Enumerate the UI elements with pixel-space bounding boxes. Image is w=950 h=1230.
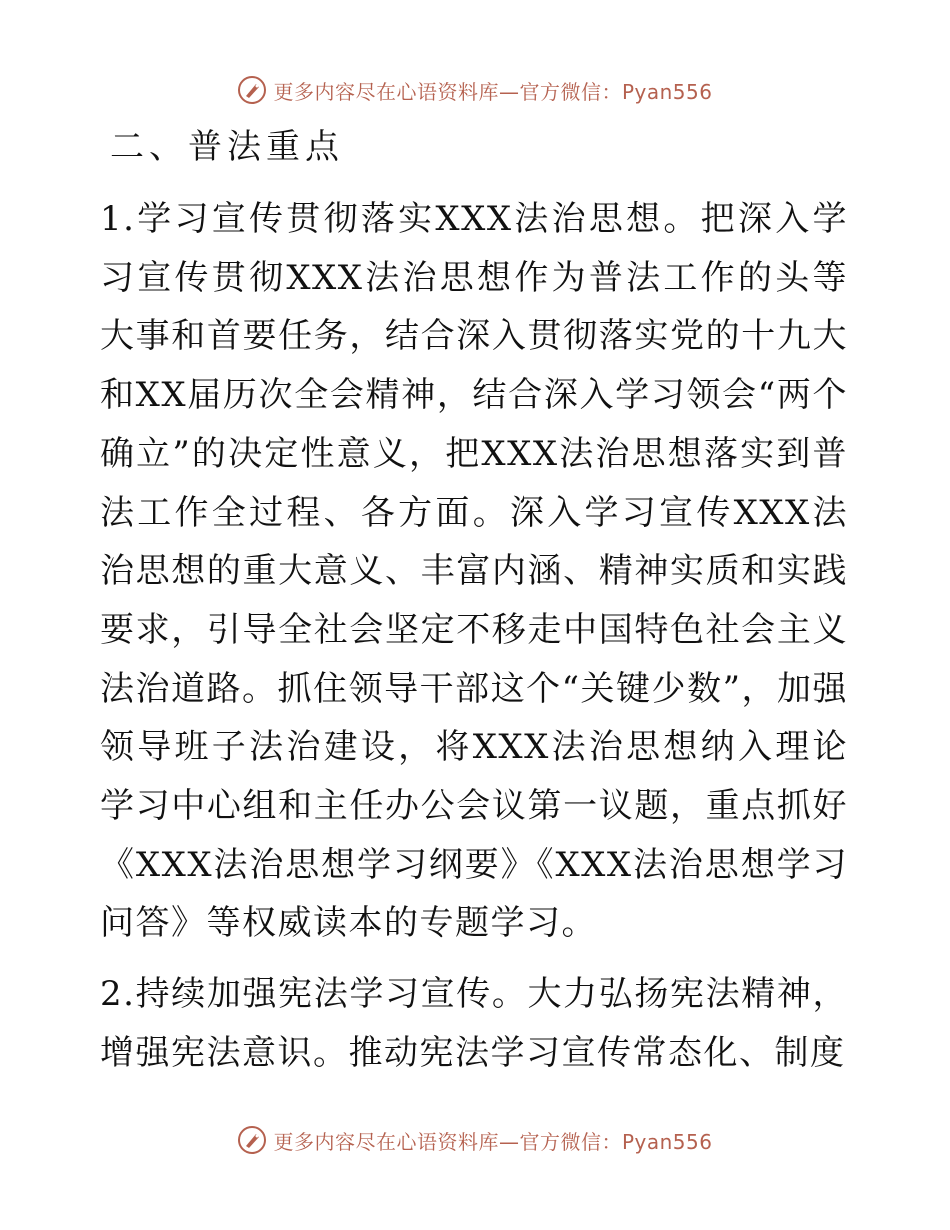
watermark-text: 更多内容尽在心语资料库—官方微信：Pyan556 [273,79,713,104]
pen-nib-logo-icon [237,1125,267,1155]
watermark-text: 更多内容尽在心语资料库—官方微信：Pyan556 [273,1129,713,1154]
section-title: 二、普法重点 [110,127,344,167]
paragraph-2: 2.持续加强宪法学习宣传。大力弘扬宪法精神，增强宪法意识。推动宪法学习宣传常态化、制度 [100,974,848,1073]
watermark-banner-bottom [0,1120,950,1160]
pen-nib-logo-icon [237,75,267,105]
watermark-banner-top [0,70,950,110]
paragraph-1: 1.学习宣传贯彻落实XXX法治思想。把深入学习宣传贯彻XXX法治思想作为普法工作的头等大事和首要任务，结合深入贯彻落实党的十九大和XX届历次全会精神，结合深入学习领会“两个确立”的决定性意义，把XXX法治思想落实到普法工作全过程、各方面。深入学习宣传XXX法治思想的重大意义、丰富内涵、精神实质和实践要求，引导全社会坚定不移走中国特色社会主义法治道路。抓住领导干部这个“关键少数”，加强领导班子法治建设，将XXX法治思想纳入理论学习中心组和主任办公会议第一议题，重点抓好《XXX法治思想学习纲要》《XXX法治思想学习问答》等权威读本的专题学习。 [100,199,848,944]
